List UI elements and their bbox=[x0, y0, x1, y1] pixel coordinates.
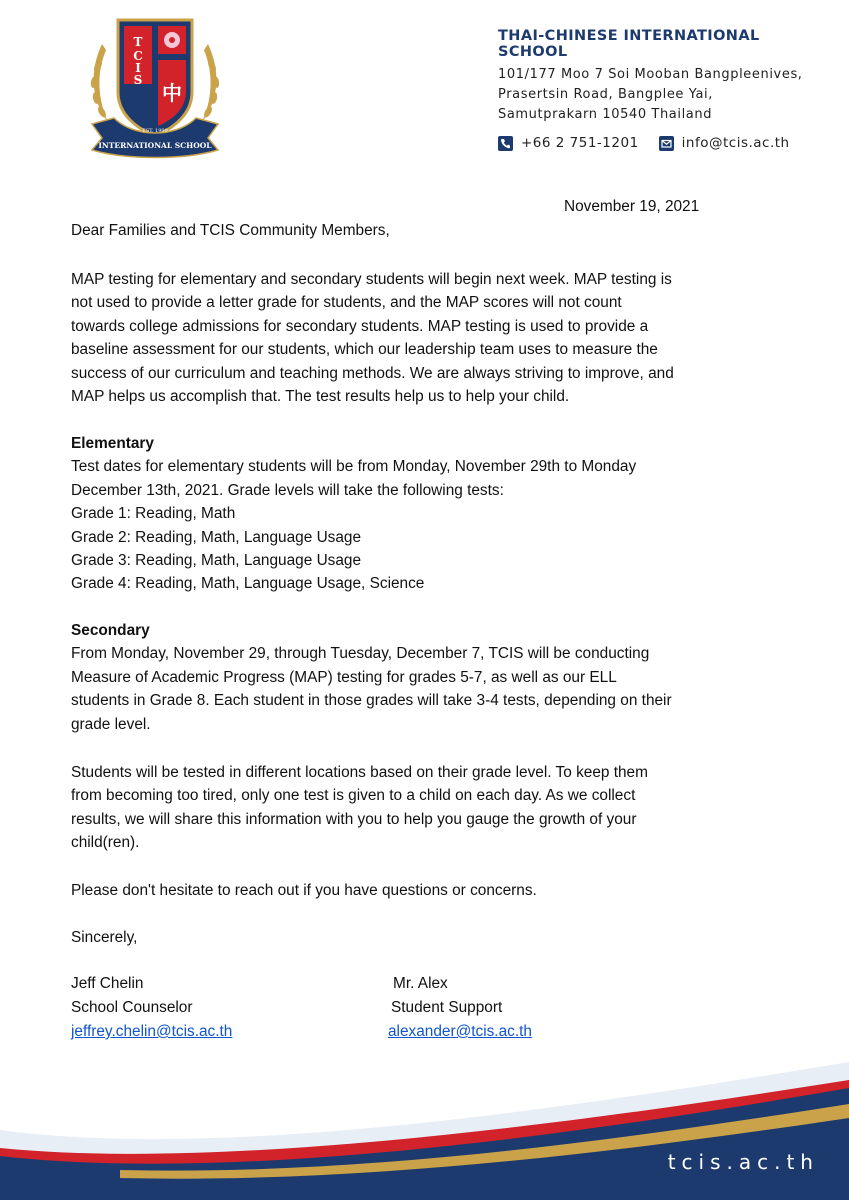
text-line: From Monday, November 29, through Tuesday, December 7, TCIS will be conducting bbox=[71, 645, 650, 663]
email-address: info@tcis.ac.th bbox=[681, 135, 790, 151]
text-line: success of our curriculum and teaching methods. We are always striving to improve, and bbox=[71, 364, 674, 382]
footer-website: tcis.ac.th bbox=[667, 1150, 819, 1174]
text-line: MAP testing for elementary and secondary students will begin next week. MAP testing is bbox=[71, 271, 672, 288]
text-line: child(ren). bbox=[71, 834, 140, 852]
school-name: THAI-CHINESE INTERNATIONAL SCHOOL bbox=[498, 28, 760, 60]
section-heading: Elementary bbox=[71, 435, 154, 452]
text-line: December 13th, 2021. Grade levels will take the following tests: bbox=[71, 481, 504, 499]
letter-date: November 19, 2021 bbox=[564, 198, 700, 215]
text-line: grade level. bbox=[71, 715, 151, 733]
svg-text:INTERNATIONAL SCHOOL: INTERNATIONAL SCHOOL bbox=[98, 141, 212, 150]
signatory-jeff bbox=[71, 972, 232, 1044]
signatory-role: School Counselor bbox=[71, 999, 193, 1016]
text-line: Students will be tested in different locations based on their grade level. To keep them bbox=[71, 764, 648, 781]
svg-text:EST. 1999: EST. 1999 bbox=[142, 128, 168, 134]
text-line: Grade 4: Reading, Math, Language Usage, Science bbox=[71, 575, 425, 593]
text-line: baseline assessment for our students, which our leadership team uses to measure the bbox=[71, 341, 658, 359]
phone-number: +66 2 751-1201 bbox=[521, 135, 639, 151]
text-line: Grade 3: Reading, Math, Language Usage bbox=[71, 552, 362, 570]
signatory-name: Mr. Alex bbox=[393, 975, 448, 992]
text-line: results, we will share this information with you to help you gauge the growth of your bbox=[71, 810, 637, 828]
section-heading: Secondary bbox=[71, 622, 150, 639]
intro-paragraph bbox=[71, 268, 761, 408]
signatory-name: Jeff Chelin bbox=[71, 975, 144, 992]
school-crest-logo bbox=[84, 14, 226, 160]
signatory-role: Student Support bbox=[391, 999, 503, 1016]
svg-text:T: T bbox=[133, 35, 143, 49]
elementary-section bbox=[71, 432, 761, 596]
svg-text:中: 中 bbox=[162, 81, 182, 105]
text-line: Grade 2: Reading, Math, Language Usage bbox=[71, 528, 362, 546]
secondary-section bbox=[71, 619, 761, 736]
signatory-email-link[interactable]: jeffrey.chelin@tcis.ac.th bbox=[71, 1023, 233, 1040]
salutation: Dear Families and TCIS Community Members, bbox=[71, 222, 390, 239]
text-line: MAP helps us accomplish that. The test results help us to help your child. bbox=[71, 388, 570, 406]
mail-icon bbox=[659, 136, 674, 151]
school-contact-block bbox=[498, 28, 828, 151]
signatory-email-link[interactable]: alexander@tcis.ac.th bbox=[388, 1023, 532, 1040]
text-line: towards college admissions for secondary students. MAP testing is used to provide a bbox=[71, 317, 649, 335]
text-line: Grade 1: Reading, Math bbox=[71, 505, 236, 523]
contact-row bbox=[498, 135, 828, 151]
text-line: students in Grade 8. Each student in those grades will take 3-4 tests, depending on their bbox=[71, 692, 672, 710]
text-line: from becoming too tired, only one test is given to a child on each day. As we collect bbox=[71, 787, 636, 805]
closing-note: Please don't hesitate to reach out if you have questions or concerns. bbox=[71, 882, 537, 899]
text-line: not used to provide a letter grade for students, and the MAP scores will not count bbox=[71, 294, 622, 312]
signatory-alex bbox=[388, 972, 532, 1044]
sign-off: Sincerely, bbox=[71, 929, 138, 946]
school-address bbox=[498, 65, 828, 125]
locations-paragraph bbox=[71, 761, 761, 855]
text-line: Test dates for elementary students will be from Monday, November 29th to Monday bbox=[71, 458, 637, 476]
address-line: 101/177 Moo 7 Soi Mooban Bangpleenives, bbox=[498, 67, 803, 82]
address-line: Samutprakarn 10540 Thailand bbox=[498, 107, 713, 122]
address-line: Prasertsin Road, Bangplee Yai, bbox=[498, 87, 714, 102]
text-line: Measure of Academic Progress (MAP) testing for grades 5-7, as well as our ELL bbox=[71, 668, 617, 686]
footer-banner bbox=[0, 1060, 849, 1200]
svg-text:I: I bbox=[135, 61, 141, 75]
svg-text:S: S bbox=[133, 73, 143, 87]
phone-icon bbox=[498, 136, 513, 151]
svg-text:C: C bbox=[133, 49, 143, 63]
